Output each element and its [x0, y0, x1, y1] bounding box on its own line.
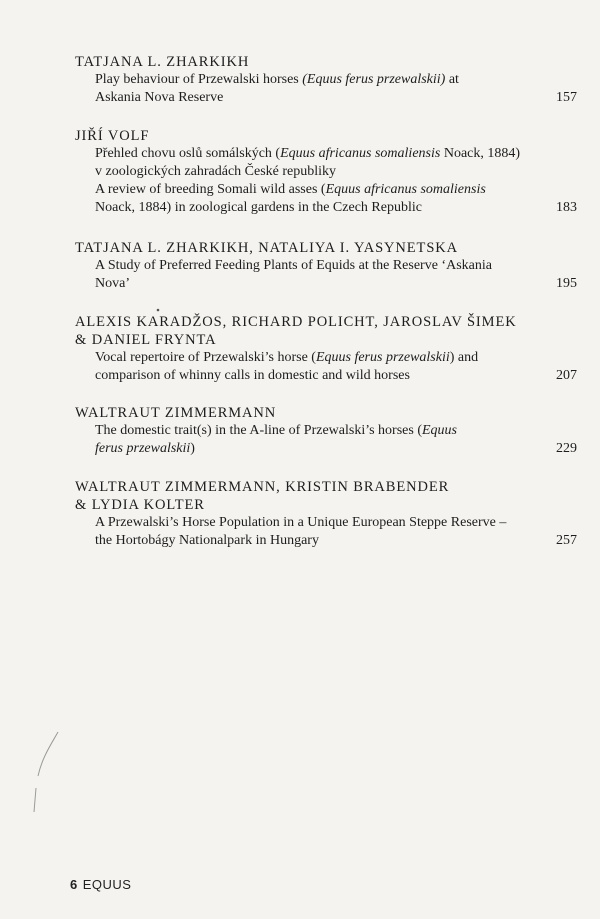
entry-titles — [75, 514, 585, 550]
toc-entry — [75, 404, 585, 458]
toc-entry — [75, 53, 585, 107]
toc-entry — [75, 313, 585, 385]
author-line: WALTRAUT ZIMMERMANN, KRISTIN BRABENDER — [75, 479, 450, 495]
article-title: A Study of Preferred Feeding Plants of Equids at the Reserve ‘Askania Nova’ — [95, 258, 492, 291]
entry-titles — [75, 349, 585, 385]
entry-authors — [75, 404, 585, 422]
author-line: & DANIEL FRYNTA — [75, 332, 217, 348]
entry-authors — [75, 478, 585, 514]
author-line: & LYDIA KOLTER — [75, 497, 205, 513]
article-title: Vocal repertoire of Przewalski’s horse (Equus ferus przewalskii) and comparison of whinny calls in domestic and wild horses — [95, 350, 479, 383]
article-title: A Przewalski’s Horse Population in a Unique European Steppe Reserve – the Hortobágy Nationalpark in Hungary — [95, 515, 507, 548]
article-title: Přehled chovu oslů somálských (Equus africanus somaliensis Noack, 1884) v zoologických zahradách České republiky — [95, 146, 521, 179]
entry-titles — [75, 257, 585, 293]
page-number: 229 — [556, 441, 577, 456]
entry-authors — [75, 239, 585, 257]
toc-entry — [75, 478, 585, 550]
page-number: 157 — [556, 90, 577, 105]
page-number: 257 — [556, 533, 577, 548]
speck-icon — [155, 307, 161, 313]
entry-titles — [75, 71, 585, 107]
article-title: The domestic trait(s) in the A-line of Przewalski’s horses (Equus ferus przewalskii) — [95, 423, 457, 456]
article-title: Play behaviour of Przewalski horses (Equus ferus przewalskii) at Askania Nova Reserve — [95, 72, 459, 105]
toc-entry — [75, 127, 585, 217]
footer-page-number: 6 — [70, 877, 78, 892]
entry-authors — [75, 127, 585, 145]
entry-authors — [75, 313, 585, 349]
footer-journal: EQUUS — [82, 877, 132, 892]
entry-titles — [75, 145, 585, 217]
author-line: TATJANA L. ZHARKIKH, NATALIYA I. YASYNETSKA — [75, 240, 459, 256]
author-line: TATJANA L. ZHARKIKH — [75, 54, 250, 70]
entry-titles — [75, 422, 585, 458]
author-line: ALEXIS KARADŽOS, RICHARD POLICHT, JAROSLAV ŠIMEK — [75, 314, 517, 330]
pencil-mark-icon — [28, 728, 68, 818]
article-title-translation: A review of breeding Somali wild asses (Equus africanus somaliensis Noack, 1884) in zoological gardens in the Czech Republic — [95, 182, 486, 215]
page-number: 195 — [556, 276, 577, 291]
toc-entry — [75, 239, 585, 293]
author-line: WALTRAUT ZIMMERMANN — [75, 405, 277, 421]
page-number: 183 — [556, 200, 577, 215]
page-number: 207 — [556, 368, 577, 383]
page-footer — [70, 877, 131, 892]
author-line: JIŘÍ VOLF — [75, 128, 150, 144]
entry-authors — [75, 53, 585, 71]
